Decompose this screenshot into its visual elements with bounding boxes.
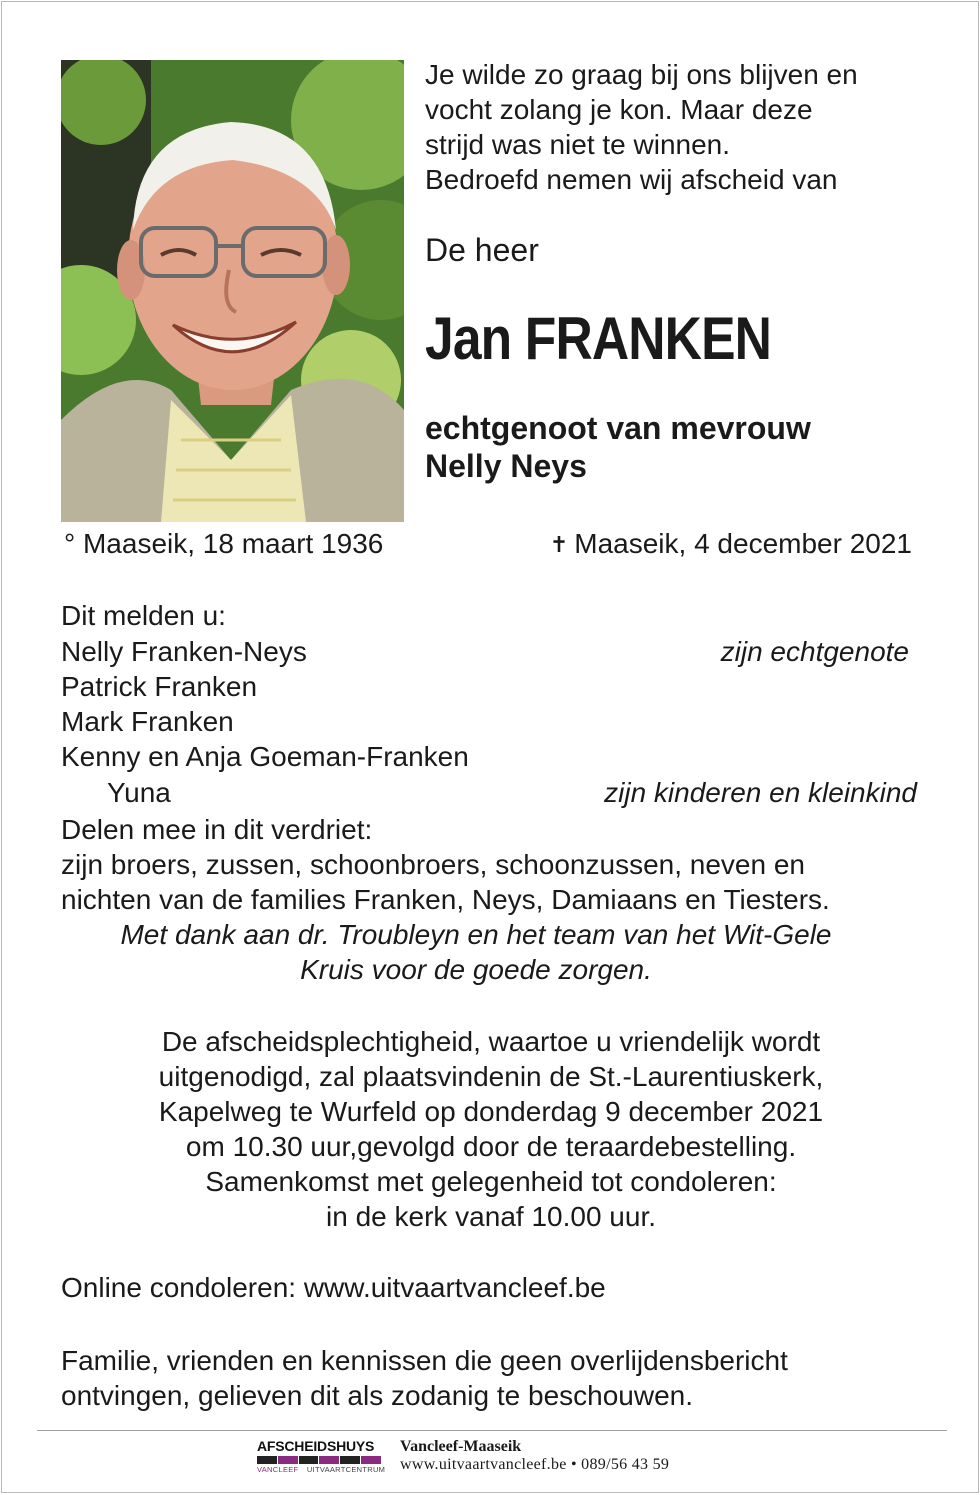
- shared-heading: Delen mee in dit verdriet:: [61, 814, 373, 845]
- shared-line: zijn broers, zussen, schoonbroers, schoonzussen, neven en: [61, 849, 805, 880]
- shared-grief: [61, 812, 931, 917]
- thanks: [41, 917, 911, 987]
- notice: [61, 1343, 931, 1413]
- portrait-photo: [61, 60, 404, 522]
- ceremony-line: De afscheidsplechtigheid, waartoe u vriendelijk wordt: [161, 1026, 821, 1057]
- family-name: Kenny en Anja Goeman-Franken: [61, 741, 469, 772]
- online-condolences: Online condoleren: www.uitvaartvancleef.be: [61, 1272, 606, 1303]
- intro-line: Bedroefd nemen wij afscheid van: [425, 164, 838, 195]
- ceremony-line: om 10.30 uur,gevolgd door de teraardebestelling.: [185, 1131, 797, 1162]
- birth-info: ° Maaseik, 18 maart 1936: [64, 528, 384, 559]
- family-name: Mark Franken: [61, 706, 234, 737]
- shared-line: nichten van de families Franken, Neys, Damiaans en Tiesters.: [61, 884, 830, 915]
- notice-line: ontvingen, gelieven dit als zodanig te beschouwen.: [61, 1380, 693, 1411]
- family-row: [61, 669, 917, 705]
- funeral-home-logo: [257, 1438, 386, 1474]
- logo-title: AFSCHEIDSHUYS: [257, 1438, 375, 1454]
- family-row: [61, 739, 917, 775]
- funeral-home-contact[interactable]: www.uitvaartvancleef.be • 089/56 43 59: [400, 1456, 670, 1473]
- announcement-heading-text: Dit melden u:: [61, 600, 226, 631]
- death-text: Maaseik, 4 december 2021: [574, 528, 912, 559]
- intro-text: [425, 57, 945, 197]
- logo-color-bar: [257, 1456, 382, 1464]
- funeral-home-name: Vancleef-Maaseik: [400, 1438, 522, 1455]
- ceremony-details: [56, 1024, 926, 1234]
- family-name: Yuna: [107, 777, 171, 808]
- intro-line: Je wilde zo graag bij ons blijven en: [425, 59, 858, 90]
- family-relation: zijn echtgenote: [720, 636, 909, 667]
- obituary-card: [1, 1, 979, 1493]
- announcement-heading: [61, 598, 917, 634]
- spouse-info: [425, 409, 811, 485]
- ceremony-line: in de kerk vanaf 10.00 uur.: [326, 1201, 656, 1232]
- family-row: [61, 634, 917, 670]
- logo-sub-right: UITVAARTCENTRUM: [306, 1465, 386, 1474]
- funeral-home-info: [400, 1438, 669, 1474]
- deceased-name: Jan FRANKEN: [425, 305, 772, 372]
- family-row: [61, 704, 917, 740]
- intro-line: vocht zolang je kon. Maar deze: [425, 94, 813, 125]
- cross-icon: ✝: [549, 532, 569, 557]
- intro-line: strijd was niet te winnen.: [425, 129, 731, 160]
- footer-divider: [37, 1430, 947, 1431]
- logo-subtitle: [257, 1465, 386, 1474]
- salutation: De heer: [425, 232, 539, 268]
- family-name: Patrick Franken: [61, 671, 258, 702]
- ceremony-line: Kapelweg te Wurfeld op donderdag 9 december 2021: [158, 1096, 824, 1127]
- family-row: [61, 775, 917, 811]
- death-info: [550, 528, 912, 560]
- thanks-line: Met dank aan dr. Troubleyn en het team van het Wit-Gele: [120, 919, 832, 950]
- ceremony-line: Samenkomst met gelegenheid tot condoleren:: [205, 1166, 777, 1197]
- logo-sub-left: VANCLEEF: [257, 1465, 299, 1474]
- notice-line: Familie, vrienden en kennissen die geen overlijdensbericht: [61, 1345, 788, 1376]
- ceremony-line: uitgenodigd, zal plaatsvindenin de St.-Laurentiuskerk,: [158, 1061, 824, 1092]
- family-relation: zijn kinderen en kleinkind: [604, 777, 917, 808]
- thanks-line: Kruis voor de goede zorgen.: [300, 954, 652, 985]
- spouse-line: echtgenoot van mevrouw: [425, 410, 811, 446]
- family-name: Nelly Franken-Neys: [61, 636, 307, 667]
- spouse-name: Nelly Neys: [425, 448, 587, 484]
